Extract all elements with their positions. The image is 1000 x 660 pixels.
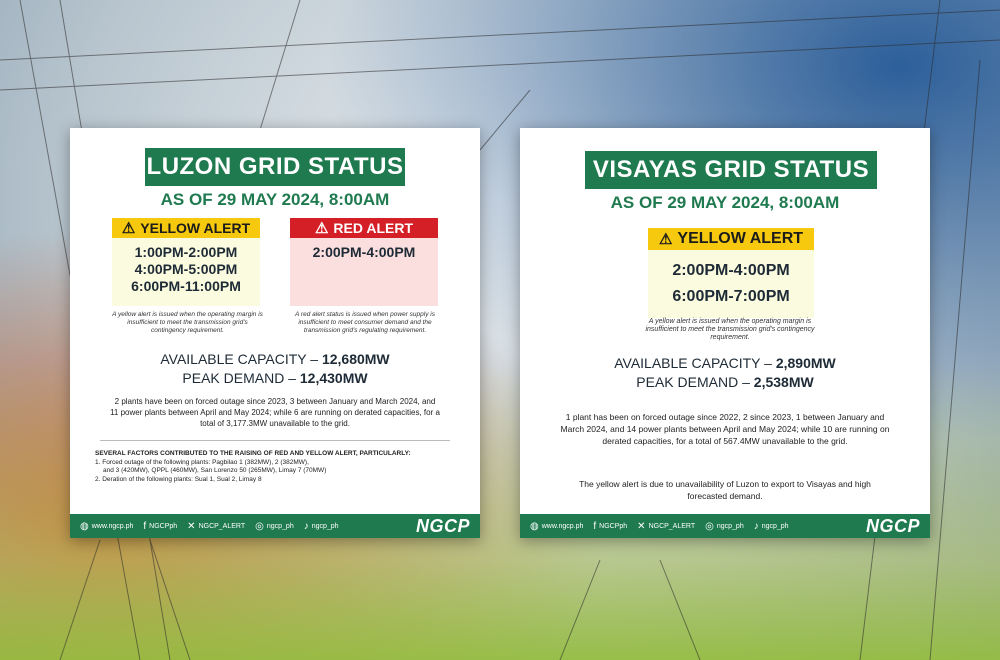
tiktok-icon: ♪ — [303, 520, 309, 532]
tiktok-link[interactable]: ♪ ngcp_ph — [753, 520, 789, 532]
instagram-icon: ◎ — [255, 520, 264, 532]
luzon-capacity-block: AVAILABLE CAPACITY – 12,680MW PEAK DEMAND – 12,430MW — [160, 351, 390, 386]
factor-item: and 3 (420MW), QPPL (460MW), San Lorenzo 50 (265MW), Limay 7 (70MW) — [103, 467, 327, 474]
demand-value: 12,430MW — [299, 370, 368, 386]
tiktok-icon: ♪ — [753, 520, 759, 532]
visayas-outage-paragraph: 1 plant has been on forced outage since 2022, 2 since 2023, 1 between January and March 2024, and 14 power plants between April and May 2024; while 10 are running on derated capacities, for a total of 567.4MW unavailable to the grid. — [560, 412, 890, 446]
factors-heading: SEVERAL FACTORS CONTRIBUTED TO THE RAISING OF RED AND YELLOW ALERT, PARTICULARLY: — [95, 450, 411, 457]
demand-value: 2,538MW — [753, 374, 814, 390]
facebook-link[interactable]: f NGCPph — [143, 520, 178, 532]
capacity-label: AVAILABLE CAPACITY — [614, 355, 761, 371]
warning-triangle-icon: ⚠ — [658, 231, 673, 248]
website-link[interactable]: ◍ www.ngcp.ph — [530, 520, 584, 532]
yellow-alert-label: YELLOW ALERT — [677, 230, 804, 247]
luzon-outage-paragraph: 2 plants have been on forced outage since 2023, 3 between January and March 2024, and 11 power plants between April and May 2024; while 6 are running on derated capacities, for a total of 3,177.3MW unavailable to the grid. — [110, 397, 440, 428]
x-link[interactable]: ✕ NGCP_ALERT — [637, 520, 696, 532]
facebook-link[interactable]: f NGCPph — [593, 520, 628, 532]
visayas-yellow-alert-box — [648, 228, 814, 318]
warning-triangle-icon: ⚠ — [121, 220, 136, 237]
capacity-value: 2,890MW — [775, 355, 836, 371]
tiktok-link[interactable]: ♪ ngcp_ph — [303, 520, 339, 532]
yellow-alert-time: 1:00PM-2:00PM — [134, 244, 238, 260]
instagram-icon: ◎ — [705, 520, 714, 532]
card-footer — [70, 514, 480, 538]
x-link[interactable]: ✕ NGCP_ALERT — [187, 520, 246, 532]
website-link[interactable]: ◍ www.ngcp.ph — [80, 520, 134, 532]
divider — [100, 440, 450, 441]
luzon-grid-status-card — [70, 128, 480, 538]
yellow-alert-label: YELLOW ALERT — [140, 220, 251, 236]
factor-item: 1. Forced outage of the following plants: Pagbilao 1 (382MW), 2 (382MW), — [95, 458, 309, 466]
capacity-label: AVAILABLE CAPACITY — [160, 351, 307, 367]
red-alert-note: A red alert status is issued when power supply is insufficient to meet consumer demand and the transmission grid's regulating requirement. — [295, 311, 435, 334]
visayas-title: VISAYAS GRID STATUS — [585, 151, 877, 189]
luzon-as-of-date: AS OF 29 MAY 2024, 8:00AM — [160, 190, 390, 209]
luzon-yellow-alert-box — [112, 218, 260, 306]
factor-item: 2. Deration of the following plants: Sual 1, Sual 2, Limay 8 — [95, 475, 262, 483]
ngcp-logo: NGCP — [865, 515, 920, 536]
globe-icon: ◍ — [530, 520, 539, 532]
yellow-alert-note: A yellow alert is issued when the operating margin is insufficient to meet the transmission grid's contingency requirement. — [645, 318, 815, 341]
x-icon: ✕ — [637, 520, 646, 532]
demand-label: PEAK DEMAND — [182, 370, 285, 386]
globe-icon: ◍ — [80, 520, 89, 532]
red-alert-label: RED ALERT — [333, 220, 414, 236]
instagram-link[interactable]: ◎ ngcp_ph — [705, 520, 744, 532]
red-alert-time: 2:00PM-4:00PM — [312, 244, 416, 260]
luzon-title: LUZON GRID STATUS — [145, 148, 405, 186]
capacity-value: 12,680MW — [321, 351, 390, 367]
x-icon: ✕ — [187, 520, 196, 532]
yellow-alert-time: 6:00PM-7:00PM — [672, 288, 790, 305]
visayas-as-of-date: AS OF 29 MAY 2024, 8:00AM — [610, 193, 840, 212]
facebook-icon: f — [143, 520, 147, 532]
yellow-alert-note: A yellow alert is issued when the operating margin is insufficient to meet the transmission grid's contingency requirement. — [112, 311, 263, 334]
visayas-reason-paragraph: The yellow alert is due to unavailability of Luzon to export to Visayas and high forecasted demand. — [579, 479, 871, 501]
luzon-factors — [95, 450, 465, 484]
card-footer — [520, 514, 930, 538]
visayas-capacity-block: AVAILABLE CAPACITY – 2,890MW PEAK DEMAND – 2,538MW — [614, 355, 836, 390]
facebook-icon: f — [593, 520, 597, 532]
yellow-alert-time: 6:00PM-11:00PM — [131, 278, 241, 294]
yellow-alert-time: 4:00PM-5:00PM — [134, 261, 238, 277]
luzon-red-alert-box — [290, 218, 438, 306]
yellow-alert-time: 2:00PM-4:00PM — [672, 262, 790, 279]
visayas-grid-status-card — [520, 128, 930, 538]
demand-label: PEAK DEMAND — [636, 374, 739, 390]
warning-triangle-icon: ⚠ — [314, 220, 329, 237]
ngcp-logo: NGCP — [415, 515, 470, 536]
instagram-link[interactable]: ◎ ngcp_ph — [255, 520, 294, 532]
